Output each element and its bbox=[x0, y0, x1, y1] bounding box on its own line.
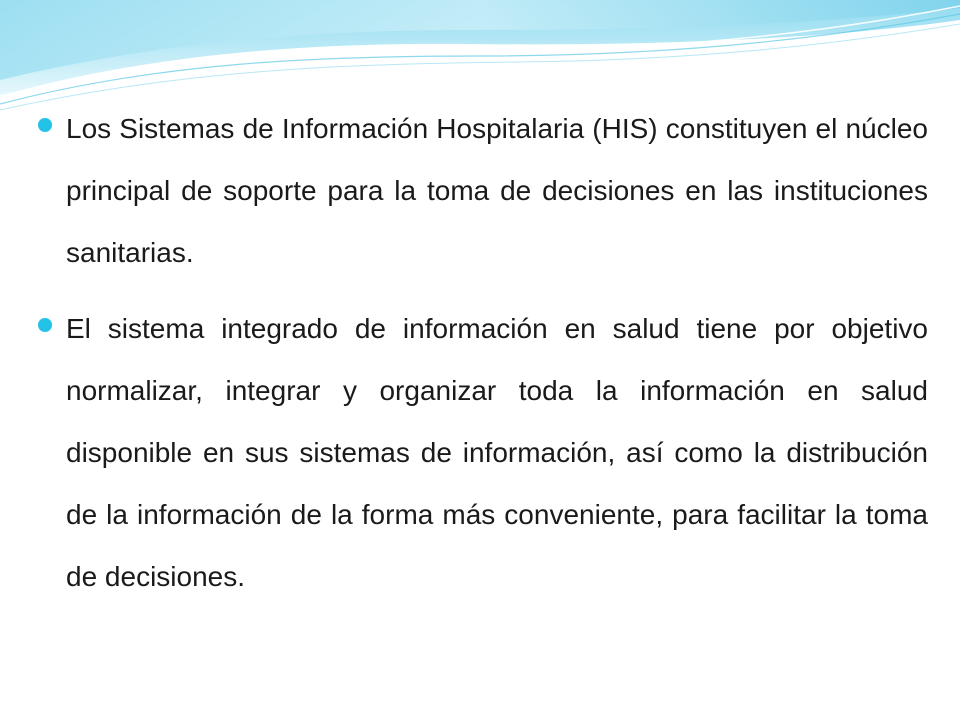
bullet-icon bbox=[38, 118, 52, 132]
bullet-text: Los Sistemas de Información Hospitalaria (HIS) constituyen el núcleo principal de soporte para la toma de decisiones en las instituciones sanitarias. bbox=[66, 113, 928, 268]
list-item bbox=[38, 98, 928, 284]
bullet-text: El sistema integrado de información en salud tiene por objetivo normalizar, integrar y organizar toda la información en salud disponible en sus sistemas de información, así como la distribución de la información de la forma más conveniente, para facilitar la toma de decisiones. bbox=[66, 313, 928, 592]
bullet-icon bbox=[38, 318, 52, 332]
bullet-list bbox=[38, 98, 928, 622]
list-item bbox=[38, 298, 928, 608]
